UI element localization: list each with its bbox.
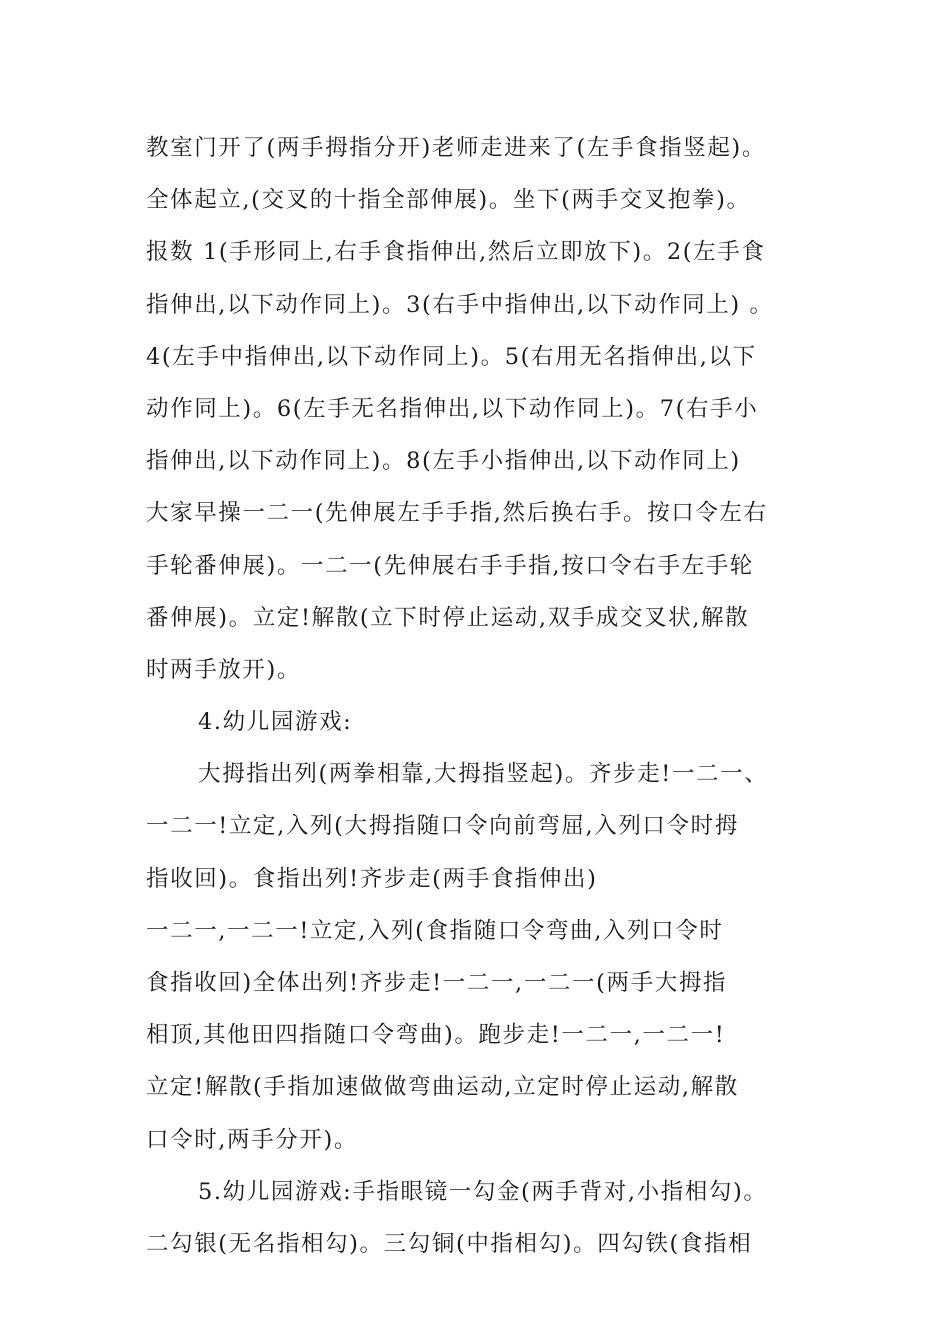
text-line: 动作同上)。6(左手无名指伸出,以下动作同上)。7(右手小 bbox=[146, 395, 759, 422]
text-line: 报数 1(手形同上,右手食指伸出,然后立即放下)。2(左手食 bbox=[146, 239, 766, 266]
body-text bbox=[146, 122, 836, 1270]
section-heading: 4.幼儿园游戏: bbox=[198, 709, 353, 736]
text-line: 大拇指出列(两拳相靠,大拇指竖起)。齐步走!一二一、 bbox=[198, 761, 769, 788]
text-line: 时两手放开)。 bbox=[146, 656, 301, 683]
text-line: 全体起立,(交叉的十指全部伸展)。坐下(两手交叉抱拳)。 bbox=[146, 187, 751, 214]
text-line: 口令时,两手分开)。 bbox=[146, 1126, 358, 1153]
text-line: 一二一!立定,入列(大拇指随口令向前弯屈,入列口令时拇 bbox=[146, 813, 739, 840]
text-line: 相顶,其他田四指随口令弯曲)。跑步走!一二一,一二一! bbox=[146, 1022, 726, 1049]
text-line: 立定!解散(手指加速做做弯曲运动,立定时停止运动,解散 bbox=[146, 1074, 739, 1101]
section-heading: 5.幼儿园游戏:手指眼镜一勾金(两手背对,小指相勾)。 bbox=[198, 1178, 768, 1205]
text-line: 一二一,一二一!立定,入列(食指随口令弯曲,入列口令时 bbox=[146, 917, 724, 944]
text-line: 4(左手中指伸出,以下动作同上)。5(右用无名指伸出,以下 bbox=[146, 343, 757, 370]
text-line: 食指收回)全体出列!齐步走!一二一,一二一(两手大拇指 bbox=[146, 970, 727, 996]
text-line: 手轮番伸展)。一二一(先伸展右手手指,按口令右手左手轮 bbox=[146, 552, 754, 579]
text-line: 二勾银(无名指相勾)。三勾铜(中指相勾)。四勾铁(食指相 bbox=[146, 1230, 753, 1257]
text-line: 指伸出,以下动作同上)。8(左手小指伸出,以下动作同上) bbox=[146, 448, 741, 475]
text-line: 番伸展)。立定!解散(立下时停止运动,双手成交叉状,解散 bbox=[146, 604, 750, 631]
text-line: 大家早操一二一(先伸展左手手指,然后换右手。按口令左右 bbox=[146, 500, 768, 527]
text-line: 指伸出,以下动作同上)。3(右手中指伸出,以下动作同上) 。 bbox=[146, 291, 774, 318]
text-line: 指收回)。食指出列!齐步走(两手食指伸出) bbox=[146, 865, 598, 892]
text-line: 教室门开了(两手拇指分开)老师走进来了(左手食指竖起)。 bbox=[146, 135, 766, 161]
